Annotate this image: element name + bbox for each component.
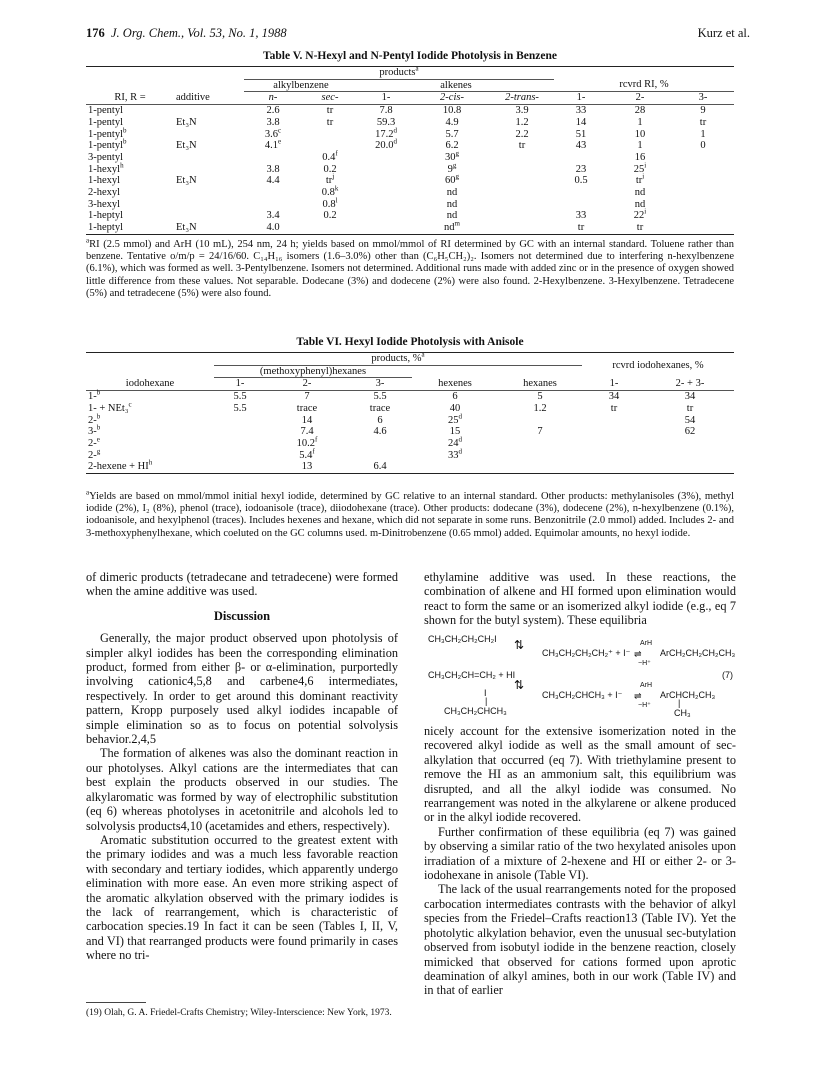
- table-cell: nd: [446, 187, 458, 199]
- table-cell: 1-pentyl$^b$: [88, 137, 127, 152]
- table-cell: 1-$^b$: [88, 388, 101, 403]
- table5: [86, 66, 734, 235]
- table-cell: 6.4: [373, 461, 387, 473]
- table5-body: [86, 105, 734, 235]
- table5-footnotes: $^a$RI (2.5 mmol) and ArH (10 mL), 254 nm, 24 h; yields based on mmol/mmol of RI determined by GC with an internal standard. Toluene rather than benzene. Tentative o/m/p = 24/16/60. C₁₄H₁₆ isomers (1.6–3.0%) other than (C₆H₅CH₂)₂. Isomers not determined due to interfering n-hexylbenzene (6.1%), which was formed as well. 3-Pentylbenzene. Isomers not determined. Additional runs made with added zinc or in the presence of oxygen showed little difference from these values. Not separable. Dodecane (3%) and dodecene (2%) were also found. 2-Hexylbenzene. 3-Hexylbenzene. Tetradecene (5%) and tetradecene (5%) were also found.: [86, 236, 734, 299]
- table6-col-head: 2- + 3-: [675, 377, 705, 389]
- table-cell: 1-pentyl$^b$: [88, 126, 127, 140]
- table-cell: 7: [537, 426, 543, 438]
- table-cell: 10: [634, 128, 646, 140]
- table-cell: Et₃N: [176, 116, 197, 128]
- table-cell: 25$^d$: [448, 412, 462, 426]
- table-cell: 20.0$^d$: [375, 137, 397, 152]
- eq-iodide-substituent: I: [484, 688, 487, 698]
- table-cell: 4.1e: [264, 137, 282, 152]
- eq-bond: |: [678, 698, 681, 708]
- table-cell: [498, 438, 582, 450]
- table-cell: 3.4: [266, 210, 280, 222]
- table-cell: [672, 199, 734, 211]
- table-cell: 2-$^e$: [88, 435, 100, 449]
- table-cell: 23: [575, 163, 587, 175]
- table-cell: 0.2: [323, 210, 337, 222]
- table-cell: 3.9: [515, 105, 529, 117]
- paragraph: of dimeric products (tetradecane and tetradecene) were formed when the amine additive was used.: [86, 570, 398, 599]
- table-cell: 3-$^b$: [88, 423, 101, 438]
- table-cell: [498, 415, 582, 427]
- table-cell: 2.2: [515, 128, 529, 140]
- table6-col-head: 1-: [609, 377, 619, 389]
- table5-col-head: additive: [176, 91, 210, 103]
- table-cell: [358, 187, 414, 199]
- table-cell: nd: [634, 198, 646, 210]
- table-cell: 17.2$^d$: [375, 126, 397, 140]
- table-cell: 10.8: [442, 105, 462, 117]
- eq-arrow: ⇌: [634, 691, 642, 701]
- table-row: [86, 426, 734, 438]
- table-cell: 51: [575, 128, 587, 140]
- table6-footnote-text: Yields are based on mmol/mmol initial hexyl iodide, determined by GC relative to an internal standard. Other products: methylanisoles (3%), methyl iodide (2%), I₂ (8%), phenol (trace), iodoanisole (trace), diiodohexane (trace). Other products: dodecane (3%), dodecene (2%), n-hexylbenzene (0.1%), iodoanisole, and hexylphenol (traces). Includes hexenes and hexane, which did not separate in some runs. Benzonitrile (2.0 mmol) added. Includes 2- and 3-methoxyphenylhexane, which coeluted on the GC columns used. m-Dinitrobenzene (0.65 mmol) added. Equimolar amounts, no hexyl iodide.: [86, 491, 734, 539]
- table-cell: [582, 461, 646, 473]
- table-cell: [244, 187, 302, 199]
- table-cell: Et₃N: [176, 140, 197, 152]
- table-cell: 1.2: [515, 116, 529, 128]
- table-cell: 5.4$^f$: [299, 447, 315, 461]
- table-cell: 14: [301, 414, 313, 426]
- table-cell: [358, 199, 414, 211]
- table-cell: 1: [700, 128, 706, 140]
- table-cell: 5.5: [373, 391, 387, 403]
- table-cell: 1-pentyl: [88, 116, 123, 128]
- table6-body: [86, 388, 734, 474]
- table-cell: [554, 199, 608, 211]
- table6-group-rcvrd: rcvrd iodohexanes, %: [612, 359, 704, 371]
- table-cell: [646, 461, 734, 473]
- table-cell: 4.6: [373, 426, 387, 438]
- table-cell: 4.4: [266, 175, 280, 187]
- table-cell: 9$^g$: [447, 161, 457, 175]
- table-cell: tr: [518, 140, 526, 152]
- table-cell: $tr^j$: [325, 172, 335, 187]
- table6-col-head: hexenes: [438, 377, 472, 389]
- table-row: [86, 129, 734, 141]
- eq-secondary-cation: CH₃CH₂CHCH₃ + I⁻: [542, 690, 623, 700]
- eq-product-methyl: CH₃: [674, 708, 691, 718]
- table-cell: 5: [537, 391, 543, 403]
- table-cell: 2-hexene + $HI^h$: [88, 458, 153, 473]
- table-row: [86, 391, 734, 403]
- table-row: [86, 105, 734, 117]
- table-cell: [498, 450, 582, 462]
- table-cell: trace: [369, 402, 391, 414]
- eq-arrow: ⇌: [634, 649, 642, 659]
- table-cell: tr: [686, 402, 694, 414]
- table-cell: 1: [637, 116, 643, 128]
- table-cell: 10.2$^f$: [296, 435, 318, 449]
- table6-group-methoxy: (methoxyphenyl)hexanes: [214, 365, 412, 378]
- table-cell: 0.4$^f$: [322, 149, 338, 163]
- table-row: [86, 117, 734, 129]
- table-cell: [174, 152, 244, 164]
- table-cell: [672, 164, 734, 176]
- table-cell: 1: [637, 140, 643, 152]
- table-cell: [672, 210, 734, 222]
- table-cell: 4.9: [445, 116, 459, 128]
- table5-col-head: 1-: [381, 92, 391, 104]
- table-cell: [174, 164, 244, 176]
- table-cell: [348, 438, 412, 450]
- paragraph: Aromatic substitution occurred to the greatest extent with the primary iodides and was a much less favorable reaction with secondary and tertiary iodides, which apparently undergo elimination with more ease. An even more striking aspect of the aromatic alkylation observed with the primary iodides is the lack of rearrangement, which is characteristic of carbocation species.19 In fact it can be seen (Tables I, II, V, and VI) that rearranged products were found primarily in cases where no tri-: [86, 832, 398, 963]
- table-cell: 0.2: [323, 163, 337, 175]
- table-row: [86, 199, 734, 211]
- table5-col-head: RI, R =: [114, 91, 146, 103]
- table-cell: 33$^d$: [448, 447, 462, 461]
- table-cell: [554, 152, 608, 164]
- table-cell: [358, 152, 414, 164]
- table-row: [86, 164, 734, 176]
- table-cell: [672, 187, 734, 199]
- table-cell: nd: [446, 210, 458, 222]
- table-cell: [214, 438, 266, 450]
- table-cell: Et₃N: [176, 222, 197, 234]
- table-cell: [490, 152, 554, 164]
- table5-group-rcvrd: rcvrd RI, %: [554, 79, 734, 92]
- table6-products-header: products, %$^a$: [214, 353, 582, 366]
- table-cell: [490, 187, 554, 199]
- table-cell: [582, 426, 646, 438]
- table-cell: [490, 199, 554, 211]
- page-journal: [86, 26, 287, 41]
- table-cell: [302, 222, 358, 234]
- table6-col-head: 2-: [302, 378, 312, 390]
- table-cell: [672, 222, 734, 234]
- right-column-top: [424, 570, 736, 628]
- left-column: [86, 570, 398, 963]
- table-row: [86, 222, 734, 234]
- table-cell: 2-$^g$: [88, 447, 101, 461]
- footnote-rule: [86, 1002, 146, 1003]
- table5-col-head: sec-: [321, 92, 339, 104]
- table-cell: 34: [608, 391, 620, 403]
- table-cell: 43: [575, 140, 587, 152]
- table-cell: 0.8$^k$: [321, 184, 339, 199]
- table-cell: 28: [634, 105, 646, 117]
- table-cell: [498, 461, 582, 473]
- authors: Kurz et al.: [697, 26, 750, 40]
- table-cell: 2-hexyl: [88, 187, 121, 199]
- eq-alkene: CH₃CH₂CH=CH₂ + HI: [428, 670, 516, 680]
- table-cell: [302, 129, 358, 141]
- table-cell: 30$^g$: [445, 149, 459, 163]
- table-row: [86, 461, 734, 473]
- table-cell: [214, 426, 266, 438]
- eq-secondary-product: ArCHCH₂CH₃: [660, 690, 716, 700]
- table-row: [86, 140, 734, 152]
- table-cell: tr: [699, 116, 707, 128]
- table-cell: tr: [326, 116, 334, 128]
- table6-col-head: iodohexane: [125, 377, 175, 389]
- table-row: [86, 210, 734, 222]
- table-cell: 62: [684, 426, 696, 438]
- table-cell: [358, 222, 414, 234]
- table-cell: [646, 438, 734, 450]
- table-cell: tr: [326, 105, 334, 117]
- table-cell: [174, 187, 244, 199]
- table-cell: tr: [636, 222, 644, 234]
- table-cell: [582, 415, 646, 427]
- table-cell: [582, 438, 646, 450]
- table6-col-head: hexanes: [523, 377, 557, 389]
- table-cell: 5.5: [233, 402, 247, 414]
- reference-19: (19) Olah, G. A. Friedel-Crafts Chemistry; Wiley-Interscience: New York, 1973.: [86, 1008, 392, 1018]
- eq-arrow-diag: ⇅: [514, 678, 525, 692]
- table5-col-head: 2-trans-: [505, 92, 539, 104]
- eq-secondary-iodide: CH₃CH₂CHCH₃: [444, 706, 507, 716]
- table-cell: [348, 450, 412, 462]
- table-cell: [358, 164, 414, 176]
- table-cell: tr: [577, 222, 585, 234]
- paragraph: Generally, the major product observed upon photolysis of simpler alkyl iodides has been the corresponding elimination product, formed from either β- or α-elimination, purportedly involving cationic4,5,8 and carbene4,6 intermediates, respectively. In order to get around this dominant reactivity pattern, Kropp purposely used alkyl iodides incapable of simple elimination so as to focus on potential solvolysis behavior.2,4,5: [86, 631, 398, 747]
- table-cell: [214, 461, 266, 473]
- table5-group-alkylbenzene: alkylbenzene: [244, 79, 358, 92]
- table5-col-head: 2-: [635, 92, 645, 104]
- table-cell: 1- + NEt₃$^c$: [88, 400, 132, 414]
- running-header: [86, 26, 750, 46]
- table-cell: [244, 152, 302, 164]
- table-cell: 33: [575, 210, 587, 222]
- table-cell: $nd^m$: [444, 219, 460, 234]
- table-cell: nd: [634, 187, 646, 199]
- table6-footnotes: $^a$Yields are based on mmol/mmol initial hexyl iodide, determined by GC relative to an internal standard. Other products: methylanisoles (3%), methyl iodide (2%), I₂ (8%), phenol (trace), iodoanisole (trace), diiodohexane (trace). Other products: dodecane (3%), dodecene (2%), n-hexylbenzene (0.1%), iodoanisole, and hexylphenol (traces). Includes hexenes and hexane, which did not separate in some runs. Benzonitrile (2.0 mmol) added. Includes 2- and 3-methoxyphenylhexane, which coeluted on the GC columns used. m-Dinitrobenzene (0.65 mmol) added. Equimolar amounts, no hexyl iodide.: [86, 488, 734, 539]
- table-cell: 16: [634, 151, 646, 163]
- section-heading-discussion: Discussion: [213, 608, 271, 623]
- table-cell: [302, 140, 358, 152]
- table-cell: [672, 152, 734, 164]
- paragraph: nicely account for the extensive isomerization noted in the recovered alkyl iodide as well as the small amount of sec-alkylation that occurred (eq 7). With triethylamine present to remove the HI as an ammonium salt, this equilibrium was disrupted, and all the alkyl iodide was consumed. No rearrangement was noted in the alkylarene or alkene produced or in the alkyl iodide recovered.: [424, 724, 736, 825]
- table6-title: Table VI. Hexyl Iodide Photolysis with Anisole: [296, 336, 524, 348]
- table-cell: 7.8: [379, 105, 393, 117]
- eq-arrow-top: ArH: [640, 640, 653, 647]
- table5-col-head: 2-cis-: [440, 92, 464, 104]
- paragraph: Further confirmation of these equilibria (eq 7) was gained by observing a similar ratio of the two hexylated anisoles upon irradiation of a mixture of 2-hexene and HI or either 2- or 3-iodohexane in anisole (Table VI).: [424, 824, 736, 883]
- table5-col-head: 1-: [576, 92, 586, 104]
- table-cell: 7: [304, 391, 310, 403]
- table5-products-header: products$^a$: [244, 67, 554, 80]
- table-cell: 6.2: [445, 140, 459, 152]
- table-row: [86, 175, 734, 187]
- table-cell: Et₃N: [176, 175, 197, 187]
- table6-col-head: 1-: [235, 378, 245, 390]
- table-cell: 24$^d$: [448, 435, 462, 449]
- eq-arrow-bottom: −H⁺: [638, 702, 651, 709]
- eq-primary-iodide: CH₃CH₂CH₂CH₂I: [428, 634, 497, 644]
- table-cell: [582, 450, 646, 462]
- table5-col-header-row: [86, 92, 734, 105]
- table-row: [86, 438, 734, 450]
- table-cell: 1-pentyl: [88, 105, 123, 117]
- table-cell: 2.6: [266, 105, 280, 117]
- eq-arrow-bottom: −H⁺: [638, 660, 651, 667]
- journal-citation: J. Org. Chem., Vol. 53, No. 1, 1988: [111, 26, 287, 40]
- table6-col-header-row: [86, 378, 734, 391]
- paragraph: The lack of the usual rearrangements noted for the proposed carbocation intermediates contrasts with the behavior of alkyl species from the Friedel–Crafts reaction13 (Table IV). Yet the photolytic alkylation behavior, even the unusual sec-butylation observed from isobutyl iodide in the benzene reaction, closely mimicked that observed for cations formed upon aprotic deamination of alkyl amines, both in our work (Table IV) and in that of earlier: [424, 882, 736, 998]
- table-cell: [412, 461, 498, 473]
- table-cell: 13: [301, 461, 313, 473]
- table-row: [86, 152, 734, 164]
- table-cell: 22$^i$: [633, 207, 647, 222]
- paragraph: ethylamine additive was used. In these reactions, the combination of alkene and HI formed upon elimination would react to form the same or an isomerized alkyl iodide (e.g., eq 7 shown for the butyl system). These equilibria: [424, 570, 736, 628]
- table-cell: 14: [575, 116, 587, 128]
- table-cell: [646, 450, 734, 462]
- eq-primary-cation: CH₃CH₂CH₂CH₂⁺ + I⁻: [542, 648, 631, 658]
- table-cell: 3-pentyl: [88, 151, 123, 163]
- table-row: [86, 450, 734, 462]
- table-cell: 3-hexyl: [88, 198, 121, 210]
- table5-col-head: 3-: [698, 92, 708, 104]
- table-cell: 0: [700, 140, 706, 152]
- table-row: [86, 187, 734, 199]
- table-cell: 34: [684, 391, 696, 403]
- table-cell: 3.6$^c$: [264, 126, 282, 140]
- table-cell: [174, 210, 244, 222]
- table6: [86, 352, 734, 474]
- table-cell: [174, 199, 244, 211]
- table-row: [86, 403, 734, 415]
- table-cell: [358, 175, 414, 187]
- table5-group-alkenes: alkenes: [358, 79, 554, 92]
- table-cell: 2-$^b$: [88, 412, 101, 426]
- table-cell: [490, 175, 554, 187]
- table-cell: 15: [449, 426, 461, 438]
- table-cell: 3.8: [266, 116, 280, 128]
- table-cell: [490, 164, 554, 176]
- table-cell: 0.8$^l$: [322, 196, 338, 210]
- eq-arrow-diag: ⇅: [514, 638, 525, 652]
- table-cell: trace: [296, 402, 318, 414]
- table-cell: 4.0: [266, 222, 280, 234]
- table-cell: 5.7: [445, 128, 459, 140]
- table-cell: 1-hexyl: [88, 175, 121, 187]
- eq-primary-product: ArCH₂CH₂CH₂CH₃: [660, 648, 736, 658]
- eq-arrow-top: ArH: [640, 682, 653, 689]
- table-cell: [214, 450, 266, 462]
- table-cell: 1-heptyl: [88, 222, 123, 234]
- page-number: 176: [86, 26, 105, 40]
- table-cell: 7.4: [300, 426, 314, 438]
- table-cell: 54: [684, 414, 696, 426]
- table-cell: 3.8: [266, 163, 280, 175]
- eq-bond: |: [485, 696, 488, 706]
- table-cell: nd: [446, 198, 458, 210]
- table-cell: tr: [610, 402, 618, 414]
- table-cell: $tr^i$: [635, 172, 645, 187]
- table-cell: 33: [575, 105, 587, 117]
- table-cell: 1-heptyl: [88, 210, 123, 222]
- table5-title: Table V. N-Hexyl and N-Pentyl Iodide Photolysis in Benzene: [262, 50, 558, 62]
- table5-footnote-text: RI (2.5 mmol) and ArH (10 mL), 254 nm, 24 h; yields based on mmol/mmol of RI determined by GC with an internal standard. Toluene rather than benzene. Tentative o/m/p = 24/16/60. C₁₄H₁₆ isomers (1.6–3.0%) other than (C₆H₅CH₂)₂. Isomers not determined due to interfering n-hexylbenzene (6.1%), which was formed as well. 3-Pentylbenzene. Isomers not determined. Additional runs made with added zinc or in the presence of oxygen showed little difference from these values. Not separable. Dodecane (3%) and dodecene (2%) were also found. 2-Hexylbenzene. 3-Hexylbenzene. Tetradecene (5%) and tetradecene (5%) were also found.: [86, 239, 734, 299]
- paragraph: The formation of alkenes was also the dominant reaction in our photolyses. Alkyl cations are the intermediates that can best explain the products observed in our studies. The alkylaromatic was formed by way of electrophilic substitution (eq 6) whereas photolyses in acetonitrile and alcohols led to solvolysis products4,10 (acetamides and ethers, respectively).: [86, 746, 398, 833]
- eq-number: (7): [722, 670, 733, 680]
- table5-col-head: n-: [268, 92, 278, 104]
- table-cell: [554, 187, 608, 199]
- table-cell: [490, 210, 554, 222]
- equation-7: [424, 632, 736, 722]
- table-cell: 1.2: [533, 402, 547, 414]
- table-cell: 40: [449, 402, 461, 414]
- table-row: [86, 415, 734, 427]
- table-cell: 59.3: [376, 116, 396, 128]
- table-cell: [672, 175, 734, 187]
- table-cell: [174, 105, 244, 117]
- table-cell: [358, 210, 414, 222]
- table-cell: [490, 222, 554, 234]
- table-cell: 9: [700, 105, 706, 117]
- table6-col-head: 3-: [375, 378, 385, 390]
- table-cell: 5.5: [233, 391, 247, 403]
- table-cell: [174, 129, 244, 141]
- right-column-bottom: [424, 724, 736, 998]
- table-cell: 60$^g$: [445, 172, 459, 187]
- table-cell: 6: [452, 391, 458, 403]
- table-cell: 25$^i$: [633, 161, 647, 175]
- table-cell: [244, 199, 302, 211]
- table-cell: 0.5: [574, 175, 588, 187]
- table-cell: 1-hexyl$^h$: [88, 161, 124, 175]
- table-cell: [214, 415, 266, 427]
- table-cell: 6: [377, 414, 383, 426]
